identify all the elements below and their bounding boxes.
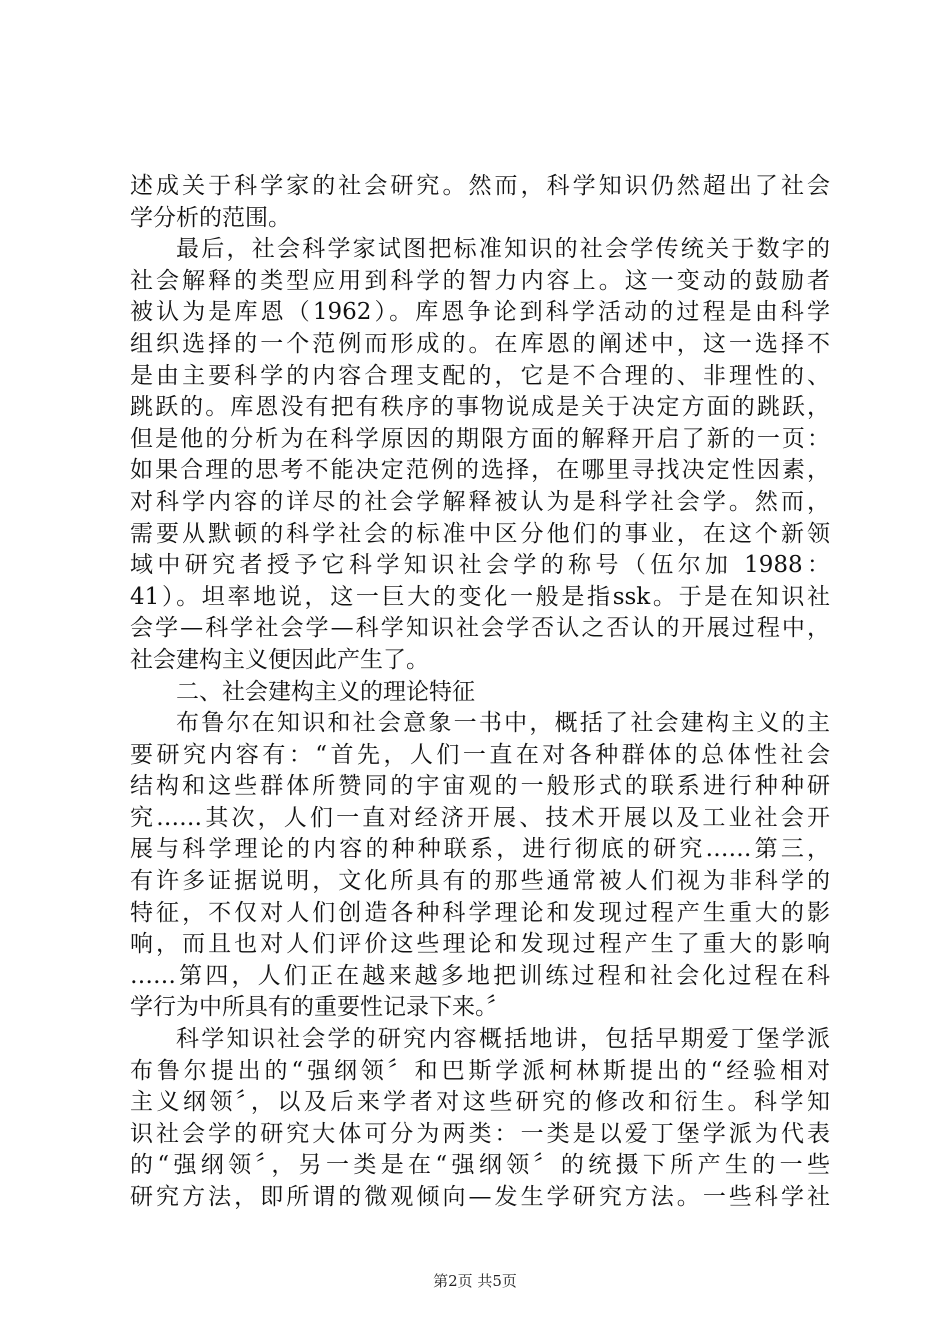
text-line: 科学知识社会学的研究内容概括地讲，包括早期爱丁堡学派	[176, 1026, 830, 1053]
text-line: 展与科学理论的内容的种种联系，进行彻底的研究……第三，	[130, 836, 830, 863]
text-line: 需要从默顿的科学社会的标准中区分他们的事业，在这个新领	[130, 520, 830, 547]
text-line: 布鲁尔提出的“强纲领〞和巴斯学派柯林斯提出的“经验相对	[130, 1057, 830, 1084]
section-heading: 二、社会建构主义的理论特征	[176, 678, 475, 705]
text-line: 学分析的范围。	[130, 204, 291, 231]
text-line: 但是他的分析为在科学原因的期限方面的解释开启了新的一页：	[130, 425, 830, 452]
text-line: 最后，社会科学家试图把标准知识的社会学传统关于数字的	[176, 236, 830, 263]
text-line: 会学—科学社会学—科学知识社会学否认之否认的开展过程中，	[130, 615, 830, 642]
text-line: ……第四，人们正在越来越多地把训练过程和社会化过程在科	[130, 962, 830, 989]
text-line: 特征，不仅对人们创造各种科学理论和发现过程产生重大的影	[130, 899, 830, 926]
text-line: 有许多证据说明，文化所具有的那些通常被人们视为非科学的	[130, 868, 830, 895]
text-line: 识社会学的研究大体可分为两类：一类是以爱丁堡学派为代表	[130, 1120, 830, 1147]
text-line: 究……其次，人们一直对经济开展、技术开展以及工业社会开	[130, 804, 830, 831]
text-line: 组织选择的一个范例而形成的。在库恩的阐述中，这一选择不	[130, 330, 830, 357]
text-line: 结构和这些群体所赞同的宇宙观的一般形式的联系进行种种研	[130, 773, 830, 800]
text-line: 跳跃的。库恩没有把有秩序的事物说成是关于决定方面的跳跃，	[130, 394, 830, 421]
text-line: 响，而且也对人们评价这些理论和发现过程产生了重大的影响	[130, 931, 830, 958]
text-line: 布鲁尔在知识和社会意象一书中，概括了社会建构主义的主	[176, 710, 830, 737]
page-footer: 第2页 共5页	[433, 1272, 517, 1290]
text-line: 如果合理的思考不能决定范例的选择，在哪里寻找决定性因素，	[130, 457, 830, 484]
text-line: 社会解释的类型应用到科学的智力内容上。这一变动的鼓励者	[130, 267, 830, 294]
text-line: 要研究内容有：“首先，人们一直在对各种群体的总体性社会	[130, 741, 830, 768]
text-line: 学行为中所具有的重要性记录下来。〞	[130, 994, 510, 1021]
text-line: 社会建构主义便因此产生了。	[130, 646, 429, 673]
text-line: 对科学内容的详尽的社会学解释被认为是科学社会学。然而，	[130, 488, 830, 515]
text-line: 述成关于科学家的社会研究。然而，科学知识仍然超出了社会	[130, 173, 830, 199]
text-line: 41）。坦率地说，这一巨大的变化一般是指ssk。于是在知识社	[130, 583, 830, 610]
body-text	[130, 171, 830, 1214]
text-line: 的“强纲领〞，另一类是在“强纲领〞的统摄下所产生的一些	[130, 1152, 830, 1179]
text-line: 是由主要科学的内容合理支配的，它是不合理的、非理性的、	[130, 362, 830, 389]
text-line: 域中研究者授予它科学知识社会学的称号（伍尔加 1988：	[130, 552, 830, 579]
text-line: 主义纲领〞，以及后来学者对这些研究的修改和衍生。科学知	[130, 1089, 830, 1116]
text-line: 被认为是库恩（1962）。库恩争论到科学活动的过程是由科学	[130, 299, 830, 326]
text-line: 研究方法，即所谓的微观倾向—发生学研究方法。一些科学社	[130, 1184, 830, 1210]
